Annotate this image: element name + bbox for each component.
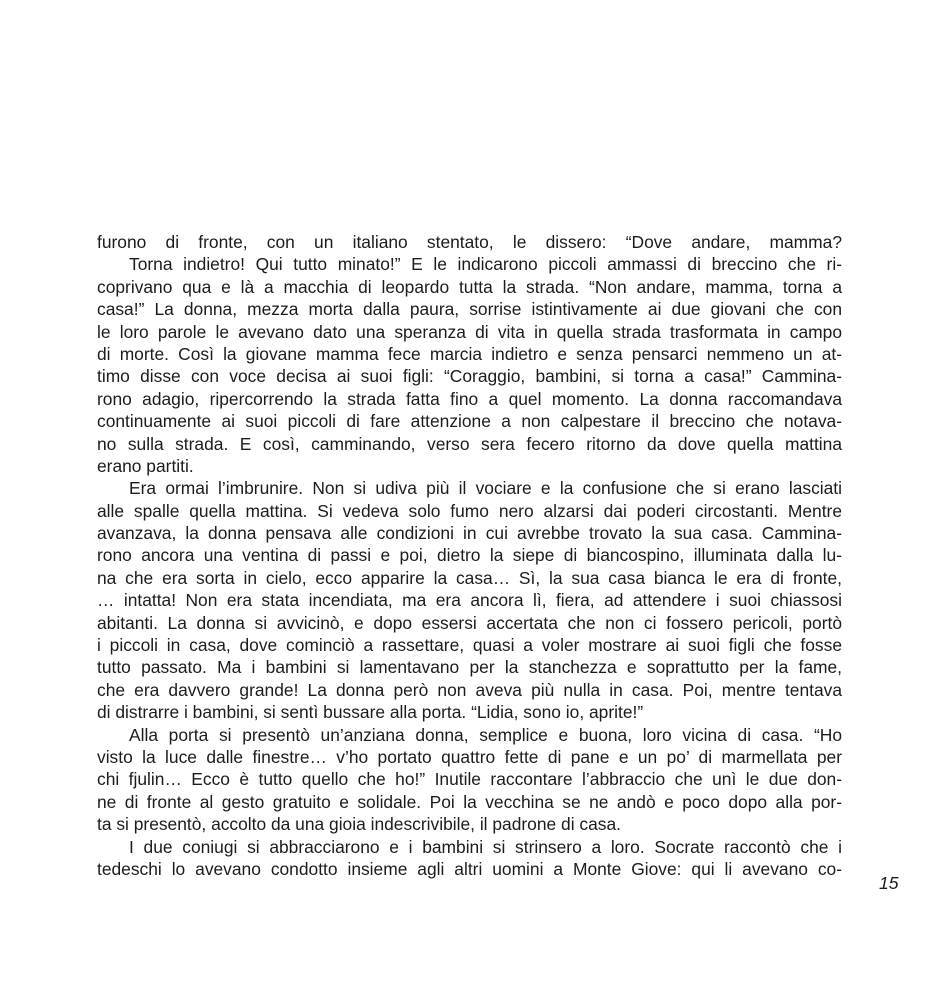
text-line: erano partiti.	[97, 455, 194, 476]
text-line: I due coniugi si abbracciarono e i bambini si strinsero a loro. Socrate raccontò che i	[129, 836, 842, 857]
text-line: che era davvero grande! La donna però non aveva più nulla in casa. Poi, mentre tentava	[97, 679, 842, 700]
text-line: coprivano qua e là a macchia di leopardo tutta la strada. “Non andare, mamma, torna a	[97, 276, 842, 297]
text-line: visto la luce dalle finestre… v’ho portato quattro fette di pane e un po’ di marmellata per	[97, 746, 842, 767]
text-line: Era ormai l’imbrunire. Non si udiva più il vociare e la confusione che si erano lasciati	[129, 478, 842, 499]
text-line: furono di fronte, con un italiano stentato, le dissero: “Dove andare, mamma?	[97, 232, 842, 252]
text-line: na che era sorta in cielo, ecco apparire la casa… Sì, la sua casa bianca le era di fronte,	[97, 567, 842, 588]
text-line: casa!” La donna, mezza morta dalla paura, sorrise istintivamente ai due giovani che con	[97, 299, 842, 320]
text-line: abitanti. La donna si avvicinò, e dopo essersi accertata che non ci fossero pericoli, portò	[97, 612, 842, 633]
text-line: di distrarre i bambini, si sentì bussare alla porta. “Lidia, sono io, aprite!”	[97, 702, 644, 723]
text-line: ta si presentò, accolto da una gioia indescrivibile, il padrone di casa.	[97, 814, 621, 835]
text-line: tutto passato. Ma i bambini si lamentavano per la stanchezza e soprattutto per la fame,	[97, 657, 842, 678]
text-line: tedeschi lo avevano condotto insieme agli altri uomini a Monte Giove: qui li avevano co-	[97, 858, 842, 879]
text-line: ne di fronte al gesto gratuito e solidale. Poi la vecchina se ne andò e poco dopo alla por-	[97, 791, 842, 812]
text-line: di morte. Così la giovane mamma fece marcia indietro e senza pensarci nemmeno un at-	[97, 343, 842, 364]
text-line: timo disse con voce decisa ai suoi figli: “Coraggio, bambini, si torna a casa!” Cammina-	[97, 366, 842, 387]
text-line: rono adagio, ripercorrendo la strada fatta fino a quel momento. La donna raccomandava	[97, 388, 842, 409]
text-line: alle spalle quella mattina. Si vedeva solo fumo nero alzarsi dai poderi circostanti. Mentre	[97, 500, 842, 521]
page-number: 15	[879, 873, 899, 893]
text-line: le loro parole le avevano dato una speranza di vita in quella strada trasformata in campo	[97, 321, 842, 342]
body-text	[97, 231, 842, 880]
text-line: chi fjulin… Ecco è tutto quello che ho!” Inutile raccontare l’abbraccio che unì le due don-	[97, 769, 842, 790]
text-line: no sulla strada. E così, camminando, verso sera fecero ritorno da dove quella mattina	[97, 433, 842, 454]
text-line: Alla porta si presentò un’anziana donna, semplice e buona, loro vicina di casa. “Ho	[129, 724, 842, 745]
text-line: rono ancora una ventina di passi e poi, dietro la siepe di biancospino, illuminata dalla lu-	[97, 545, 842, 566]
text-line: continuamente ai suoi piccoli di fare attenzione a non calpestare il breccino che notava-	[97, 411, 842, 432]
text-line: avanzava, la donna pensava alle condizioni in cui avrebbe trovato la sua casa. Cammina-	[97, 523, 842, 544]
text-line: i piccoli in casa, dove cominciò a rassettare, quasi a voler mostrare ai suoi figli che fosse	[97, 635, 842, 656]
text-line: … intatta! Non era stata incendiata, ma era ancora lì, fiera, ad attendere i suoi chiassosi	[97, 590, 842, 611]
text-line: Torna indietro! Qui tutto minato!” E le indicarono piccoli ammassi di breccino che ri-	[129, 254, 842, 275]
